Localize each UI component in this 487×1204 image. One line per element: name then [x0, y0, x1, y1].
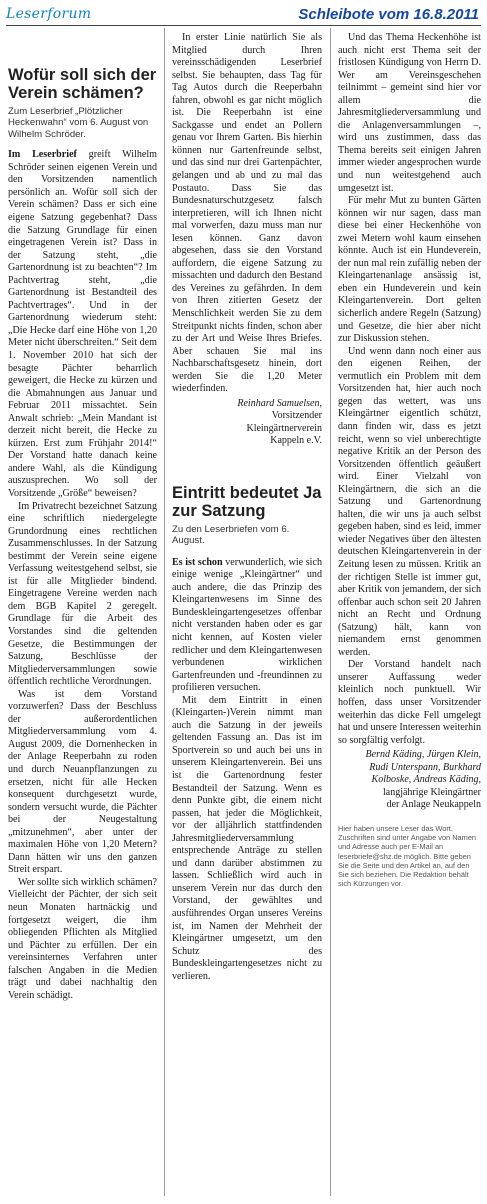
- letter1-reference: Zum Leserbrief „Plötzlicher Heckenwahn“ vom 6. August von Wilhelm Schröder.: [8, 106, 149, 140]
- letter1-signer-name: Reinhard Samuelsen,: [237, 397, 322, 409]
- letter2-p1-text: verwunderlich, wie sich einige wenige „Kleingärtner“ und auch andere, die das Prinzip des Kleingartenwesens im Sinne des Bundeskleingartengesetzes offenbar nicht verstanden haben oder es gar nicht kennen, auf Kosten vieler redlicher und dem Kleingartenwesen verbundenen wirklichen Gartenfreunden und -freundinnen zu profilieren versuchen.: [172, 556, 323, 694]
- letter1-signer-role: Vorsitzender: [271, 410, 322, 422]
- letter1-p1-text: greift Wilhelm Schröder seinen eigenen Verein und den Vorsitzenden namentlich persönlich an. Wofür soll sich der Verein schämen? Dass er sich eine eigene Satzung gegebenhat? Dass die Satzung Grundlage für einen eingetragenen Verein ist? Dass in der Satzung steht, „die Gartenordnung ist zu beachten“? Im Pachtvertrag steht, „die Gartenordnung ist Bestandteil des Pachtvertrages“. Und in der Gartenordnung wiederum steht: „Die Hecke darf eine Höhe von 1,20 Meter nicht überschreiten.“ Seit dem 1. November 2010 hat sich der besagte Pächter beharrlich geweigert, die Hecke zu kürzen und die Abmahnungen aus Januar und Februar 2011 missachtet. Sein Anwalt schrieb: „Mein Mandant ist derzeit nicht bereit, die Hecke zu kürzen. Erst zum Frühjahr 2014!“ Der Vorstand hatte danach keine andere Wahl, als die Kündigung auszusprechen. Wo soll der Vorsitzende „Größe“ beweisen?: [8, 149, 157, 499]
- column-divider: [164, 28, 165, 1196]
- letter1-paragraph: In erster Linie natürlich Sie als Mitglied durch Ihren vereinsschädigenden Leserbrief selbst. Sie behaupten, dass Tag für Tag Autos durch die Reeperbahn fahren, obwohl es gar nicht möglich ist. Die Reeperbahn ist eine Sackgasse und endet an Pollern genau vor Ihrem Garten. Bis hierhin können nur Gartenfreunde selbst, und das sind nur drei Gartenpächter, gelangen und ab und zu mal das Postauto. Dass Sie das Bundesnaturschutzgesetz falsch interpretieren, will ich Ihnen nicht mal vorwerfen, dazu muss man nur lesen können. Ganz davon abgesehen, dass sie den Vorstand auffordern, die eigene Satzung zu missachten und dadurch den Bestand des Vereines zu gefährden. In dem von Ihren zitierten Gesetz der Menschlichkeit werden Sie zu dem Streitpunkt nichts finden, schon aber zu der Art und Weise Ihres Briefes. Aber schauen Sie mal ins Nachbarschaftsgesetz hinein, dort werden Sie die 1,20 Meter wiederfinden.: [172, 32, 322, 395]
- letter2-signer-role: der Anlage Neukappeln: [386, 799, 481, 811]
- letter2-signature: [338, 749, 481, 812]
- letter2-paragraph: Für mehr Mut zu bunten Gärten können wir nur sagen, dass man diese bei einer Heckenhöhe von zwei Metern wohl kaum einsehen könnte. Auch ist ein Hundeverein, der nun mal rein zufällig neben der Kleingartenanlage ansässig ist, eben ein Hundeverein und kein Kleingartenverein. Dort gelten sicherlich andere Regeln (Satzung) und Gesetze, die hier aber nicht zur Diskussion stehen.: [338, 195, 481, 345]
- column-2: [172, 32, 322, 983]
- letter1-paragraph: Wer sollte sich wirklich schämen? Vielleicht der Pächter, der sich seit neun Monaten hartnäckig und fortgesetzt weigert, die ihm obliegenden Pflichten als Mitglied und Pächter zu erfüllen. Der ein vereinsinternes Verfahren unter falschen Angaben in die Medien trägt und dabei nachhaltig den Verein schädigt.: [8, 876, 157, 1001]
- letter2-paragraph: Der Vorstand handelt nach unserer Auffassung weder kleinlich noch punktuell. Wir hoffen, dass unser Vorsitzender weiterhin das dicke Fell umgelegt hat und unsere Interessen weiterhin so sorgfältig verfolgt.: [338, 659, 481, 746]
- letter1-paragraph: Im Privatrecht bezeichnet Satzung eine schriftlich niedergelegte Grundordnung eines rechtlichen Zusammenschlusses. In der Satzung bestimmt der Verein seine eigene Verfassung weitestgehend selbst, sie ist für alle Mitglieder bindend. Eingetragene Vereine werden nach dem BGB Kapitel 2 geregelt. Grundlage für die Arbeit des Vorstandes sind die geltenden Gesetze, die Bestimmungen der Satzung, Beschlüsse der Mitgliederversammlungen sowie öffentlich rechtliche Verordnungen.: [8, 500, 157, 688]
- letter1-signer-org: Kappeln e.V.: [270, 435, 322, 447]
- letter1-headline: Wofür soll sich der Verein schämen?: [8, 66, 157, 102]
- header-rule: [6, 25, 481, 26]
- letter2-paragraph: Mit dem Eintritt in einen (Kleingarten-)Verein nimmt man auch die Satzung in der jeweils geltenden Fassung an. Das ist im Sportverein so und auch bei uns in unserem Kleingartenverein. Bei uns ist die Gartenordnung fester Bestandteil der Satzung. Wenn es denn Punkte gibt, die einem nicht passen, hat jeder die Möglichkeit, vor der alljährlich stattfindenden Jahresmitgliederversammlung entsprechende Anträge zu stellen und dann darüber abstimmen zu lassen. Schließlich wird auch in unserem Verein nur das durch den Vorstand, der gewähltes und ausführendes Organ unseres Vereins ist, im Namen der Mehrheit der Kleingärtner umgesetzt, um den Schutz des Bundeskleingartengesetzes nicht zu verlieren.: [172, 694, 322, 982]
- letter2-paragraph: [172, 557, 322, 695]
- rubric-title: Leserforum: [6, 6, 92, 22]
- editor-note: Hier haben unsere Leser das Wort. Zuschriften sind unter Angabe von Namen und Adresse auch per E-Mail an leserbriefe@shz.de möglich. Bitte geben Sie die Seite und den Artikel an, auf den Sie sich beziehen. Die Redaktion behält sich Kürzungen vor.: [338, 823, 477, 889]
- letter2-paragraph: Und das Thema Heckenhöhe ist auch nicht erst Thema seit der fristlosen Kündigung von Herrn D. Wer am Vereinsgeschehen teilnimmt – gemeint sind hier vor allem die Jahresmitgliederversammlung und die Anlagenversammlungen –, wird uns zustimmen, dass das Thema bereits seit einigen Jahren immer wieder angesprochen wurde und nun weitestgehend auch umgesetzt ist.: [338, 32, 481, 194]
- letter2-reference: Zu den Leserbriefen vom 6. August.: [172, 523, 290, 547]
- letter2-signer-role: langjährige Kleingärtner: [382, 786, 481, 798]
- column-3: [338, 32, 481, 889]
- letter1-paragraph: Was ist dem Vorstand vorzuwerfen? Dass der Beschluss der außerordentlichen Mitgliederversammlung vom 4. August 2009, die Dornenhecken in der Anlage Reeperbahn zu roden und durch Neuanpflanzungen zu ersetzen, nicht für alle Hecken konsequent durchgesetzt wurde, sondern versucht wurde, die Pächter bei der Neugestaltung „mitzunehmen“, aber unter der maximalen Höhe von 1,20 Metern? Dann hätten wir uns den ganzen Streit erspart.: [8, 688, 157, 876]
- column-1: [8, 34, 157, 1002]
- letter2-signer-names: Rudi Unterspann, Burkhard: [369, 761, 481, 773]
- letter2-signer-names: Kolboske, Andreas Käding,: [371, 774, 481, 786]
- letter2-lead: Es ist schon: [172, 556, 223, 568]
- letter1-lead: Im Leserbrief: [8, 149, 77, 161]
- letter2-headline: Eintritt bedeutet Ja zur Satzung: [172, 483, 322, 520]
- letter1-paragraph: [8, 149, 157, 500]
- letter1-signature: [172, 398, 322, 448]
- letter2-paragraph: Und wenn dann noch einer aus den eigenen Reihen, der vermutlich ein Problem mit dem Vorsitzenden hat, hier auch noch gegen das wettert, was uns Kleingärtner eigentlich schützt, dann finden wir, dass es jetzt reicht, wenn so viel unberechtigte negative Kritik an der Person des Vorsitzenden öffentlich geäußert wird. Einer Vielzahl von Kleingärtnern, die sich an die Satzung und Gartenordnung halten, die wir uns ja auch selbst gegeben haben, sind es leid, immer wieder Negatives über den ältesten deutschen Kleingartenverein in der Zeitung lesen zu müssen. Kritik an der richtigen Stelle ist immer gut, aber Kritik von jemandem, der sich offenbar auch schon seit 20 Jahren nicht an Recht und Ordnung (Satzung) hält, kann von niemandem ernst genommen werden.: [338, 345, 481, 658]
- source-date: Schleibote vom 16.8.2011: [298, 6, 479, 23]
- letter1-signer-org: Kleingärtnerverein: [246, 422, 322, 434]
- letter2-signer-names: Bernd Käding, Jürgen Klein,: [365, 749, 481, 761]
- column-divider: [330, 28, 331, 1196]
